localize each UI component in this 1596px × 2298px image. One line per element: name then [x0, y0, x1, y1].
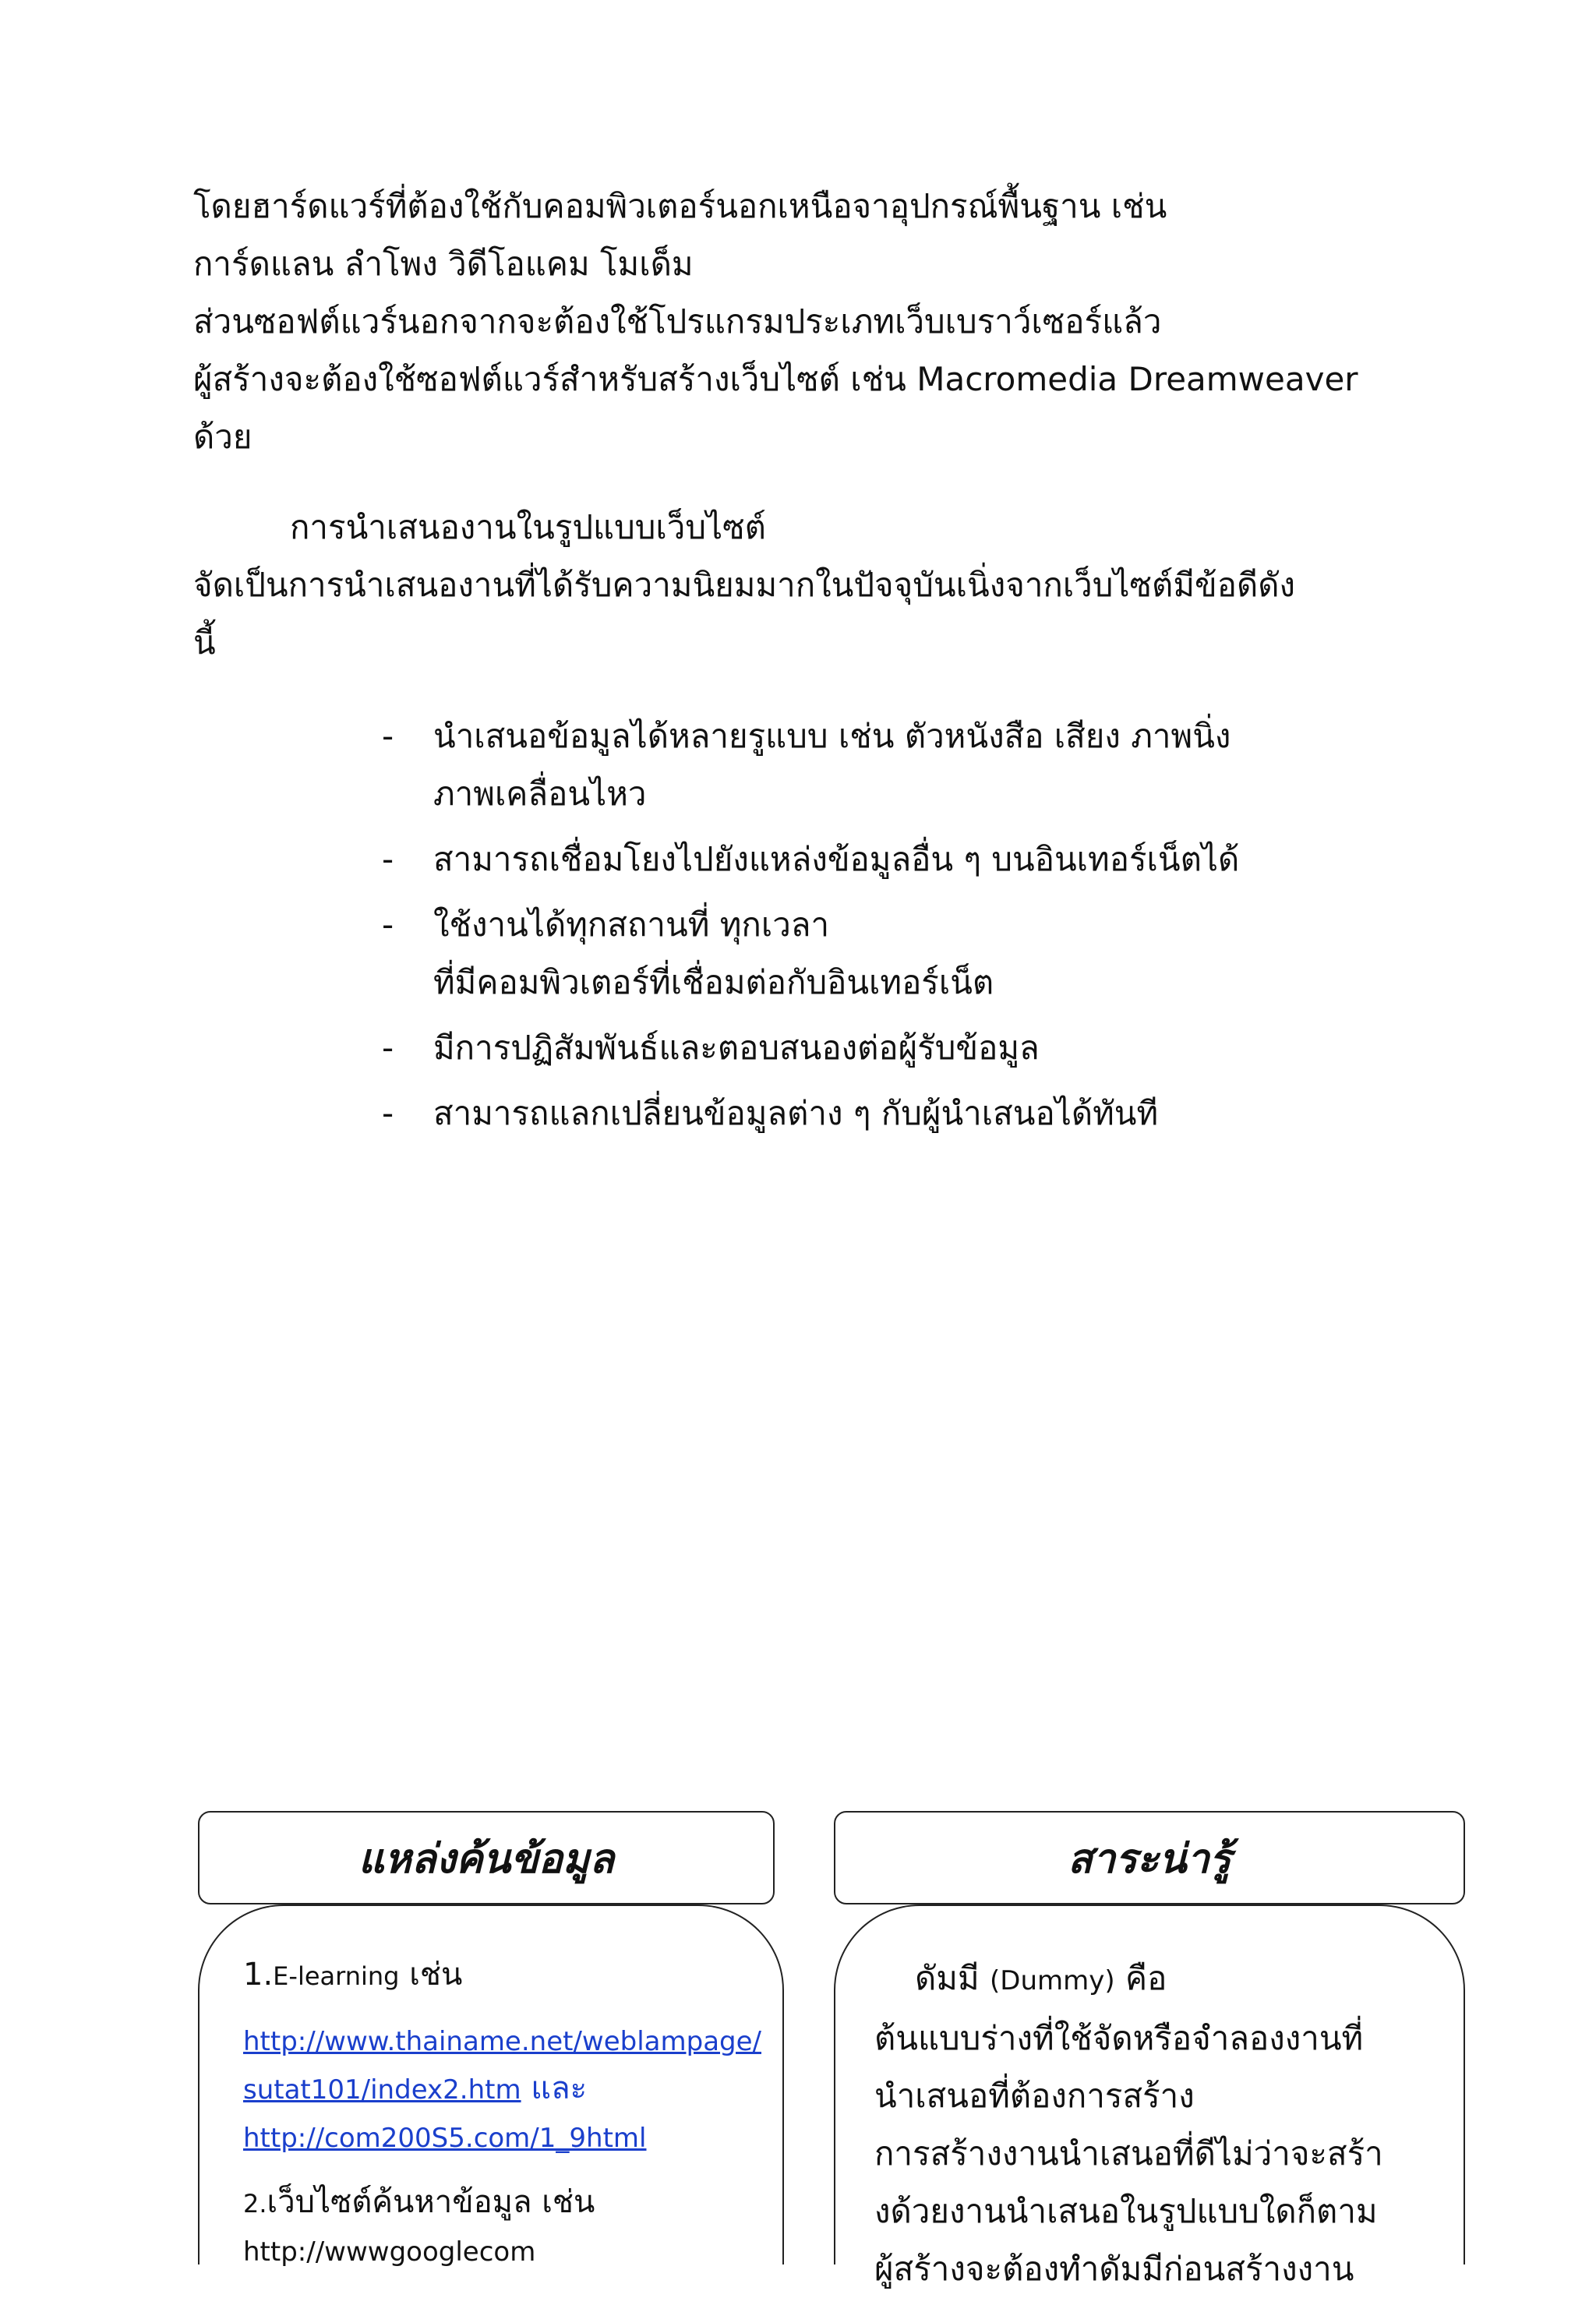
link-com200[interactable]: http://com200S5.com/1_9html [243, 2123, 647, 2154]
advantages-list [382, 708, 1395, 1150]
facts-box [834, 1904, 1465, 2288]
intro-line: ผู้สร้างจะต้องใช้ซอฟต์แวร์สำหรับสร้างเว็บไซต์ เช่น Macromedia Dreamweaver [193, 360, 1358, 398]
sources-box [198, 1904, 784, 2268]
list-item-text: สามารถแลกเปลี่ยนข้อมูลต่าง ๆ กับผู้นำเสนอได้ทันที [433, 1094, 1159, 1132]
item-label: E-learning [273, 1961, 400, 1991]
list-item [382, 1019, 1395, 1077]
list-item [382, 708, 1395, 823]
item-label: เว็บไซต์ค้นหาข้อมูล เช่น [267, 2184, 595, 2220]
list-item-text: นำเสนอข้อมูลได้หลายรูแบบ เช่น ตัวหนังสือ เสียง ภาพนิ่ง [433, 717, 1231, 755]
fact-term-suffix: คือ [1114, 1959, 1167, 1997]
link-thainame-cont[interactable]: sutat101/index2.htm [243, 2074, 521, 2106]
and-text: และ [521, 2070, 588, 2106]
item-label-suffix: เช่น [399, 1957, 463, 1993]
fact-line: ผู้สร้างจะต้องทำดัมมีก่อนสร้างงาน [874, 2250, 1354, 2288]
fact-line: นำเสนอที่ต้องการสร้าง [874, 2077, 1195, 2115]
website-heading-line: การนำเสนองานในรูปแบบเว็บไซต์ [290, 508, 766, 546]
facts-box-title [834, 1811, 1465, 1904]
link-thainame[interactable]: http://www.thainame.net/weblampage/ [243, 2026, 761, 2057]
website-paragraph [193, 499, 1417, 672]
fact-line: งด้วยงานนำเสนอในรูปแบบใดก็ตาม [874, 2192, 1378, 2230]
bullet-dash: - [382, 905, 394, 944]
google-url-text: http://wwwgooglecom [243, 2236, 536, 2268]
website-line: จัดเป็นการนำเสนองานที่ได้รับความนิยมมากในปัจจุบันเนิ่งจากเว็บไซต์มีข้อดีดัง [193, 566, 1296, 604]
fact-line: ต้นแบบร่างที่ใช้จัดหรือจำลองงานที่ [874, 2019, 1364, 2057]
list-item [382, 831, 1395, 888]
list-item-text: ใช้งานได้ทุกสถานที่ ทุกเวลา [433, 905, 830, 944]
fact-term-en: (Dummy) [990, 1965, 1115, 1996]
intro-line: โดยฮาร์ดแวร์ที่ต้องใช้กับคอมพิวเตอร์นอกเหนือจาอุปกรณ์พื้นฐาน เช่น [193, 187, 1167, 225]
source-item-1 [243, 1951, 751, 2000]
item-number: 2. [243, 2189, 267, 2219]
list-item-text: ภาพเคลื่อนไหว [433, 775, 647, 813]
intro-line: ด้วย [193, 418, 252, 456]
fact-line: การสร้างงานนำเสนอที่ดีไม่ว่าจะสร้า [874, 2134, 1383, 2173]
bullet-dash: - [382, 1094, 394, 1132]
facts-title-text: สาระน่ารู้ [1068, 1835, 1231, 1883]
bullet-dash: - [382, 840, 394, 878]
intro-line: การ์ดแลน ลำโพง วิดีโอแคม โมเด็ม [193, 245, 694, 283]
sources-box-title [198, 1811, 775, 1904]
list-item [382, 896, 1395, 1011]
source-item-2 [243, 2179, 751, 2227]
sources-title-text: แหล่งค้นข้อมูล [358, 1835, 615, 1883]
item-number: 1. [243, 1957, 274, 1993]
list-item-text: มีการปฏิสัมพันธ์และตอบสนองต่อผู้รับข้อมูล [433, 1029, 1040, 1067]
bullet-dash: - [382, 1029, 394, 1067]
intro-paragraph [193, 178, 1417, 466]
fact-term: ดัมมี [915, 1959, 990, 1997]
list-item [382, 1085, 1395, 1142]
bullet-dash: - [382, 717, 394, 755]
list-item-text: สามารถเชื่อมโยงไปยังแหล่งข้อมูลอื่น ๆ บนอินเทอร์เน็ตได้ [433, 840, 1240, 878]
fact-line [874, 1950, 1432, 2010]
list-item-text: ที่มีคอมพิวเตอร์ที่เชื่อมต่อกับอินเทอร์เน็ต [433, 963, 994, 1001]
intro-line: ส่วนซอฟต์แวร์นอกจากจะต้องใช้โปรแกรมประเภทเว็บเบราว์เซอร์แล้ว [193, 302, 1162, 341]
website-line: นี้ [193, 623, 216, 662]
